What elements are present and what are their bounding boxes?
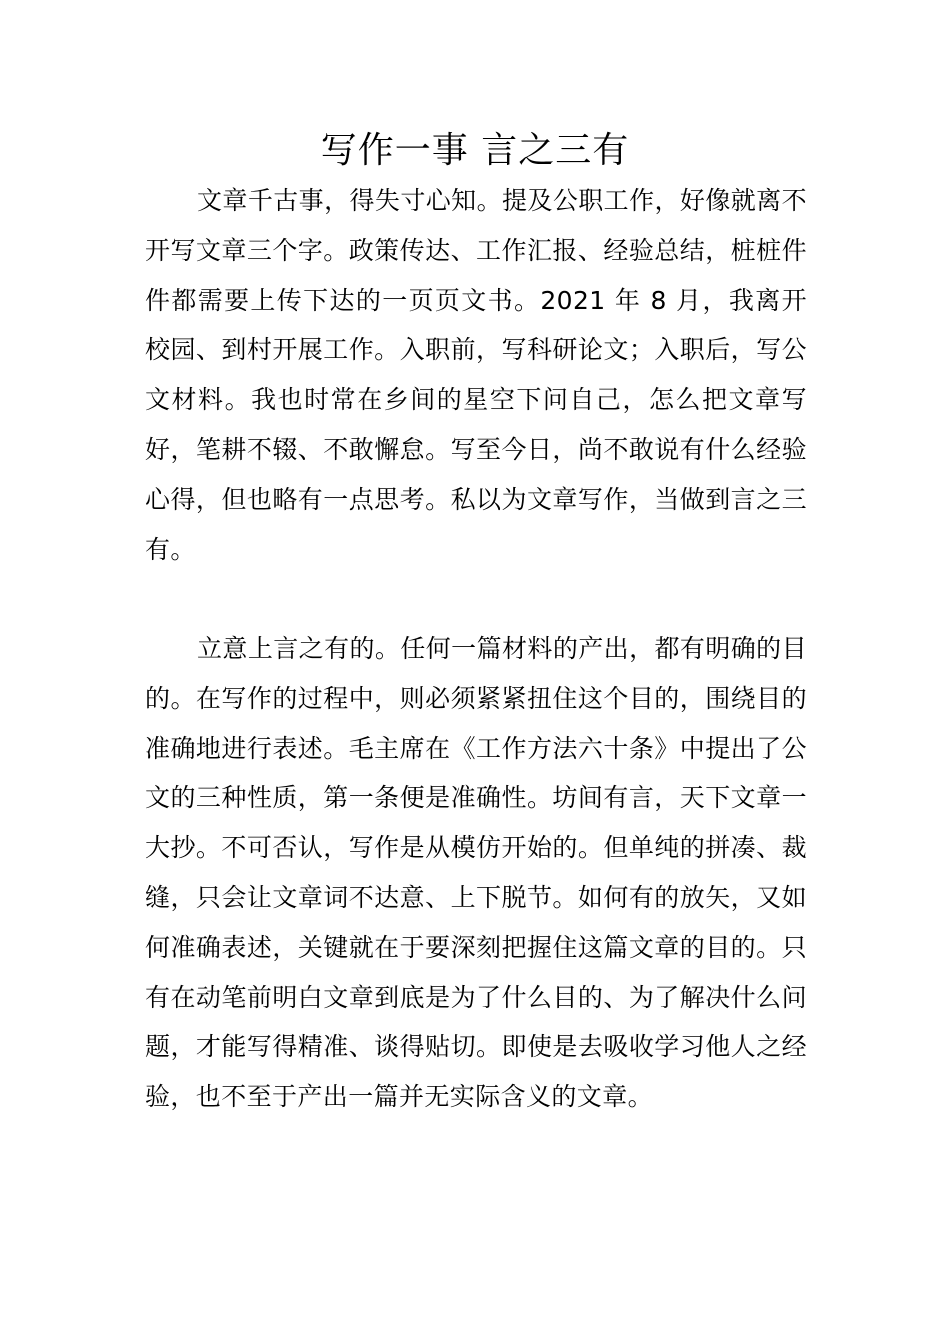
paragraph-purpose: 立意上言之有的。任何一篇材料的产出，都有明确的目的。在写作的过程中，则必须紧紧扭住这个目的，围绕目的准确地进行表述。毛主席在《工作方法六十条》中提出了公文的三种性质，第一条便是准确性。坊间有言，天下文章一大抄。不可否认，写作是从模仿开始的。但单纯的拼凑、裁缝，只会让文章词不达意、上下脱节。如何有的放矢，又如何准确表述，关键就在于要深刻把握住这篇文章的目的。只有在动笔前明白文章到底是为了什么目的、为了解决什么问题，才能写得精准、谈得贴切。即使是去吸收学习他人之经验，也不至于产出一篇并无实际含义的文章。	[145, 634, 807, 1112]
paragraph-intro: 文章千古事，得失寸心知。提及公职工作，好像就离不开写文章三个字。政策传达、工作汇报、经验总结，桩桩件件都需要上传下达的一页页文书。2021 年 8 月，我离开校园、到村开展工作。入职前，写科研论文；入职后，写公文材料。我也时常在乡间的星空下问自己，怎么把文章写好，笔耕不辍、不敢懈怠。写至今日，尚不敢说有什么经验心得，但也略有一点思考。私以为文章写作，当做到言之三有。	[145, 186, 807, 564]
document-title: 写作一事 言之三有	[320, 130, 630, 171]
